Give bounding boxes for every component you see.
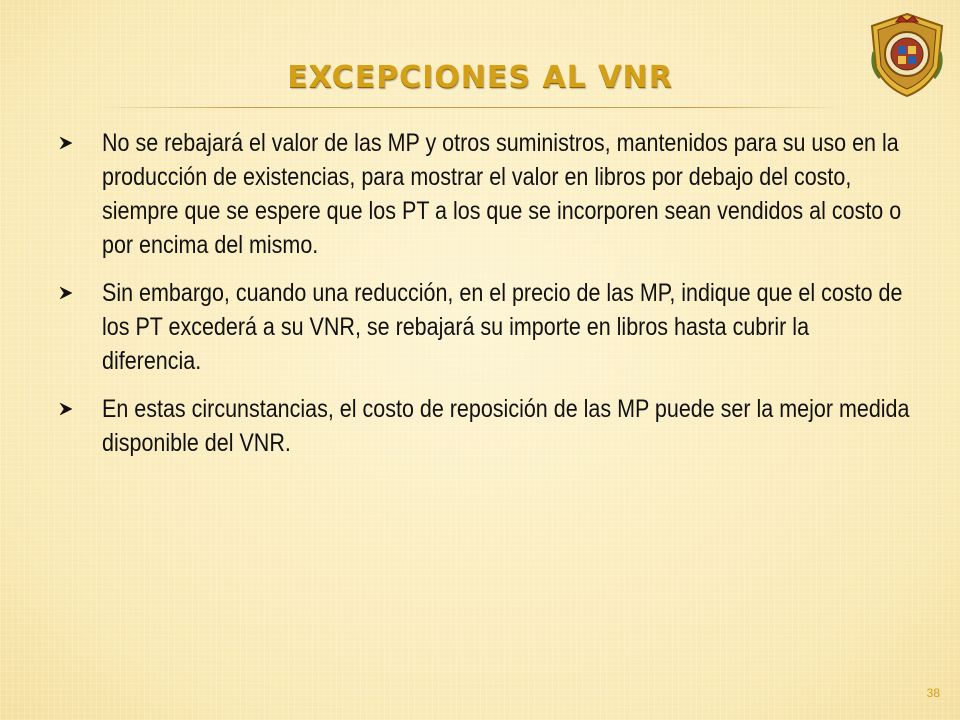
list-item bbox=[48, 276, 918, 378]
bullet-text: No se rebajará el valor de las MP y otros suministros, mantenidos para su uso en la producción de existencias, para mostrar el valor en libros por debajo del costo, siempre que se espere que los PT a los que se incorporen sean vendidos al costo o por encima del mismo. bbox=[102, 129, 902, 259]
title-divider bbox=[90, 107, 850, 108]
bullet-text: Sin embargo, cuando una reducción, en el precio de las MP, indique que el costo de los PT excederá a su VNR, se rebajará su importe en libros hasta cubrir la diferencia. bbox=[102, 279, 903, 375]
page-number: 38 bbox=[926, 686, 940, 700]
slide-title: EXCEPCIONES AL VNR bbox=[287, 60, 673, 95]
list-item bbox=[48, 392, 918, 460]
university-seal-icon bbox=[868, 12, 946, 98]
arrow-bullet-icon bbox=[58, 401, 74, 417]
list-item bbox=[48, 126, 918, 262]
arrow-bullet-icon bbox=[58, 135, 74, 151]
bullet-list bbox=[48, 126, 918, 474]
bullet-text: En estas circunstancias, el costo de reposición de las MP puede ser la mejor medida disponible del VNR. bbox=[102, 395, 910, 457]
arrow-bullet-icon bbox=[58, 285, 74, 301]
